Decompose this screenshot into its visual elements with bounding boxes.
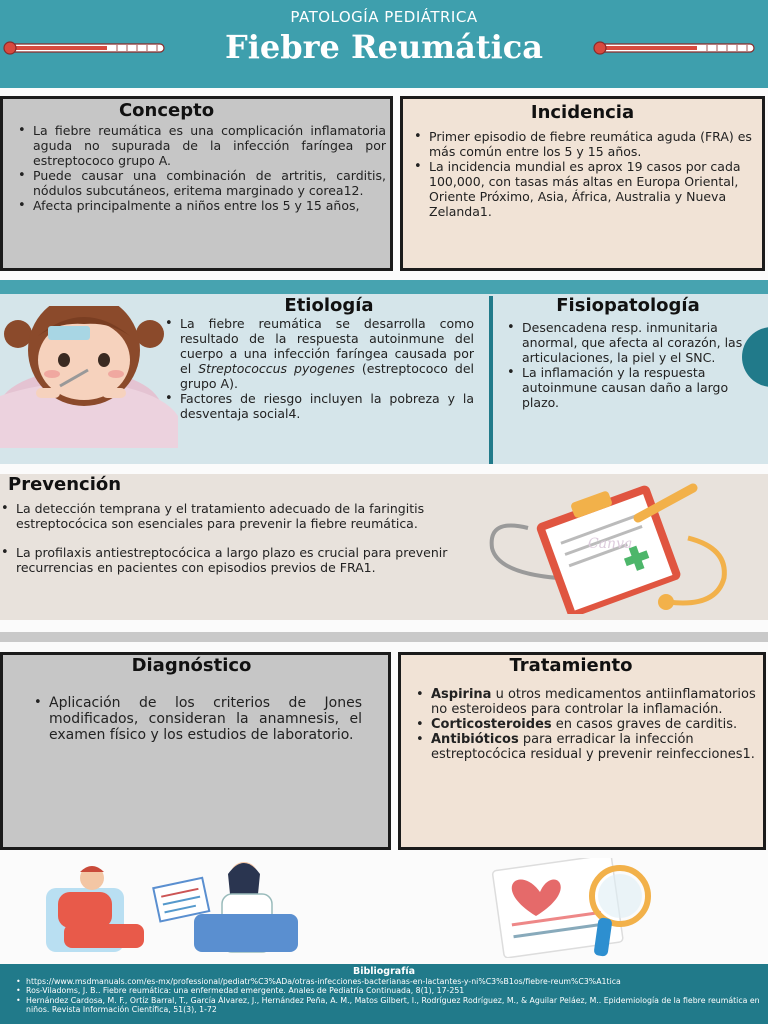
list-item: • Afecta principalmente a niños entre los 5 y 15 años, (33, 198, 386, 213)
tratamiento-box (398, 652, 766, 850)
etiologia-section (160, 295, 488, 461)
page-title: Fiebre Reumática (225, 28, 543, 66)
fisiopatologia-section (496, 295, 768, 461)
tratamiento-list (401, 687, 763, 762)
list-item: • Ros-Viladoms, J. B.. Fiebre reumática: una enfermedad emergente. Anales de Pediatría Continuada, 8(1), 17-251 (26, 986, 762, 995)
thermometer-right-icon (592, 41, 758, 55)
drug-description: u otros medicamentos antiinflamatorios no esteroideos para controlar la inflamación. (431, 687, 756, 717)
concepto-box (0, 96, 393, 271)
list-item: • La profilaxis antiestreptocócica a largo plazo es crucial para prevenir recurrencias en pacientes con episodios previos de FRA1. (16, 545, 492, 575)
etiologia-title: Etiología (284, 295, 374, 316)
section-divider (489, 296, 493, 464)
incidencia-list (403, 129, 762, 219)
diagnostico-title: Diagnóstico (131, 655, 252, 676)
list-item: • Factores de riesgo incluyen la pobreza y la desventaja social4. (180, 391, 474, 421)
list-item: • Desencadena resp. inmunitaria anormal, que afecta al corazón, las articulaciones, la piel y el SNC. (522, 320, 762, 365)
diagnostico-list (3, 695, 388, 743)
list-item: • La detección temprana y el tratamiento adecuado de la faringitis estreptocócica son esenciales para prevenir la fiebre reumática. (16, 501, 492, 531)
divider-stripe (0, 632, 768, 642)
fisiopatologia-list (496, 320, 768, 410)
list-item: • Primer episodio de fiebre reumática aguda (FRA) es más común entre los 5 y 15 años. (429, 129, 752, 159)
drug-name: Aspirina (431, 687, 492, 702)
fisiopatologia-title: Fisiopatología (556, 295, 700, 316)
etiologia-text-a: La fiebre reumática se desarrolla como resultado de la respuesta autoinmune del cuerpo a una infección faríngea causada por el (180, 316, 474, 376)
drug-name: Corticosteroides (431, 717, 552, 732)
bibliography-list (0, 977, 768, 1015)
concepto-title: Concepto (118, 100, 215, 121)
sick-girl-illustration (0, 306, 178, 448)
prevencion-band (0, 474, 768, 620)
etiologia-list (160, 316, 488, 421)
divider-band (0, 280, 768, 294)
list-item (431, 717, 759, 732)
clipboard-stethoscope-illustration (488, 478, 734, 614)
bibliography-section (0, 964, 768, 1024)
concepto-list (3, 123, 390, 213)
doctor-patient-illustration (44, 858, 300, 954)
list-item: • Hernández Cardosa, M. F., Ortíz Barral, T., García Álvarez, J., Hernández Peña, A. M., Matos Gilbert, I., Rodríguez Rodríguez, M., & Aguilar Peláez, M.. Epidemiología de la fiebre reumática en niños. Revista Información Científica, 51(3), 1-72 (26, 996, 762, 1015)
list-item: • La fiebre reumática es una complicación inflamatoria aguda no supurada de la infección faríngea por estreptococo grupo A. (33, 123, 386, 168)
list-item: • Puede causar una combinación de artritis, carditis, nódulos subcutáneos, eritema marginado y corea12. (33, 168, 386, 198)
diagnostico-box (0, 652, 391, 850)
drug-description: en casos graves de carditis. (551, 717, 738, 732)
heart-magnifier-illustration (490, 858, 668, 958)
drug-description: para erradicar la infección estreptocócica residual y prevenir reinfecciones1. (431, 732, 755, 762)
list-item (180, 316, 474, 391)
header-subtitle: PATOLOGÍA PEDIÁTRICA (290, 8, 478, 26)
bacteria-name: Streptococcus pyogenes (198, 361, 355, 376)
drug-name: Antibióticos (431, 732, 519, 747)
thermometer-left-icon (2, 41, 168, 55)
list-item: • Aplicación de los criterios de Jones modificados, consideran la anamnesis, el examen físico y los estudios de laboratorio. (49, 695, 362, 743)
prevencion-list (0, 501, 492, 575)
prevencion-title: Prevención (8, 474, 122, 495)
watermark-text: Canva (588, 536, 633, 552)
tratamiento-title: Tratamiento (509, 655, 633, 676)
incidencia-box (400, 96, 765, 271)
list-item: • La incidencia mundial es aprox 19 casos por cada 100,000, con tasas más altas en Europa Oriental, Oriente Próximo, Asia, África, Australia y Nueva Zelanda1. (429, 159, 752, 219)
list-item (431, 732, 759, 762)
incidencia-title: Incidencia (530, 102, 635, 123)
bibliography-link[interactable]: • https://www.msdmanuals.com/es-mx/professional/pediatr%C3%ADa/otras-infecciones-bacterianas-en-lactantes-y-ni%C3%B1os/fiebre-reum%C3%A1tica (26, 977, 762, 986)
list-item: • La inflamación y la respuesta autoinmune causan daño a largo plazo. (522, 365, 762, 410)
bibliography-title: Bibliografía (352, 966, 416, 977)
header-banner (0, 0, 768, 88)
list-item (431, 687, 759, 717)
etiologia-text-b: (estreptococo del grupo A). (180, 361, 474, 391)
